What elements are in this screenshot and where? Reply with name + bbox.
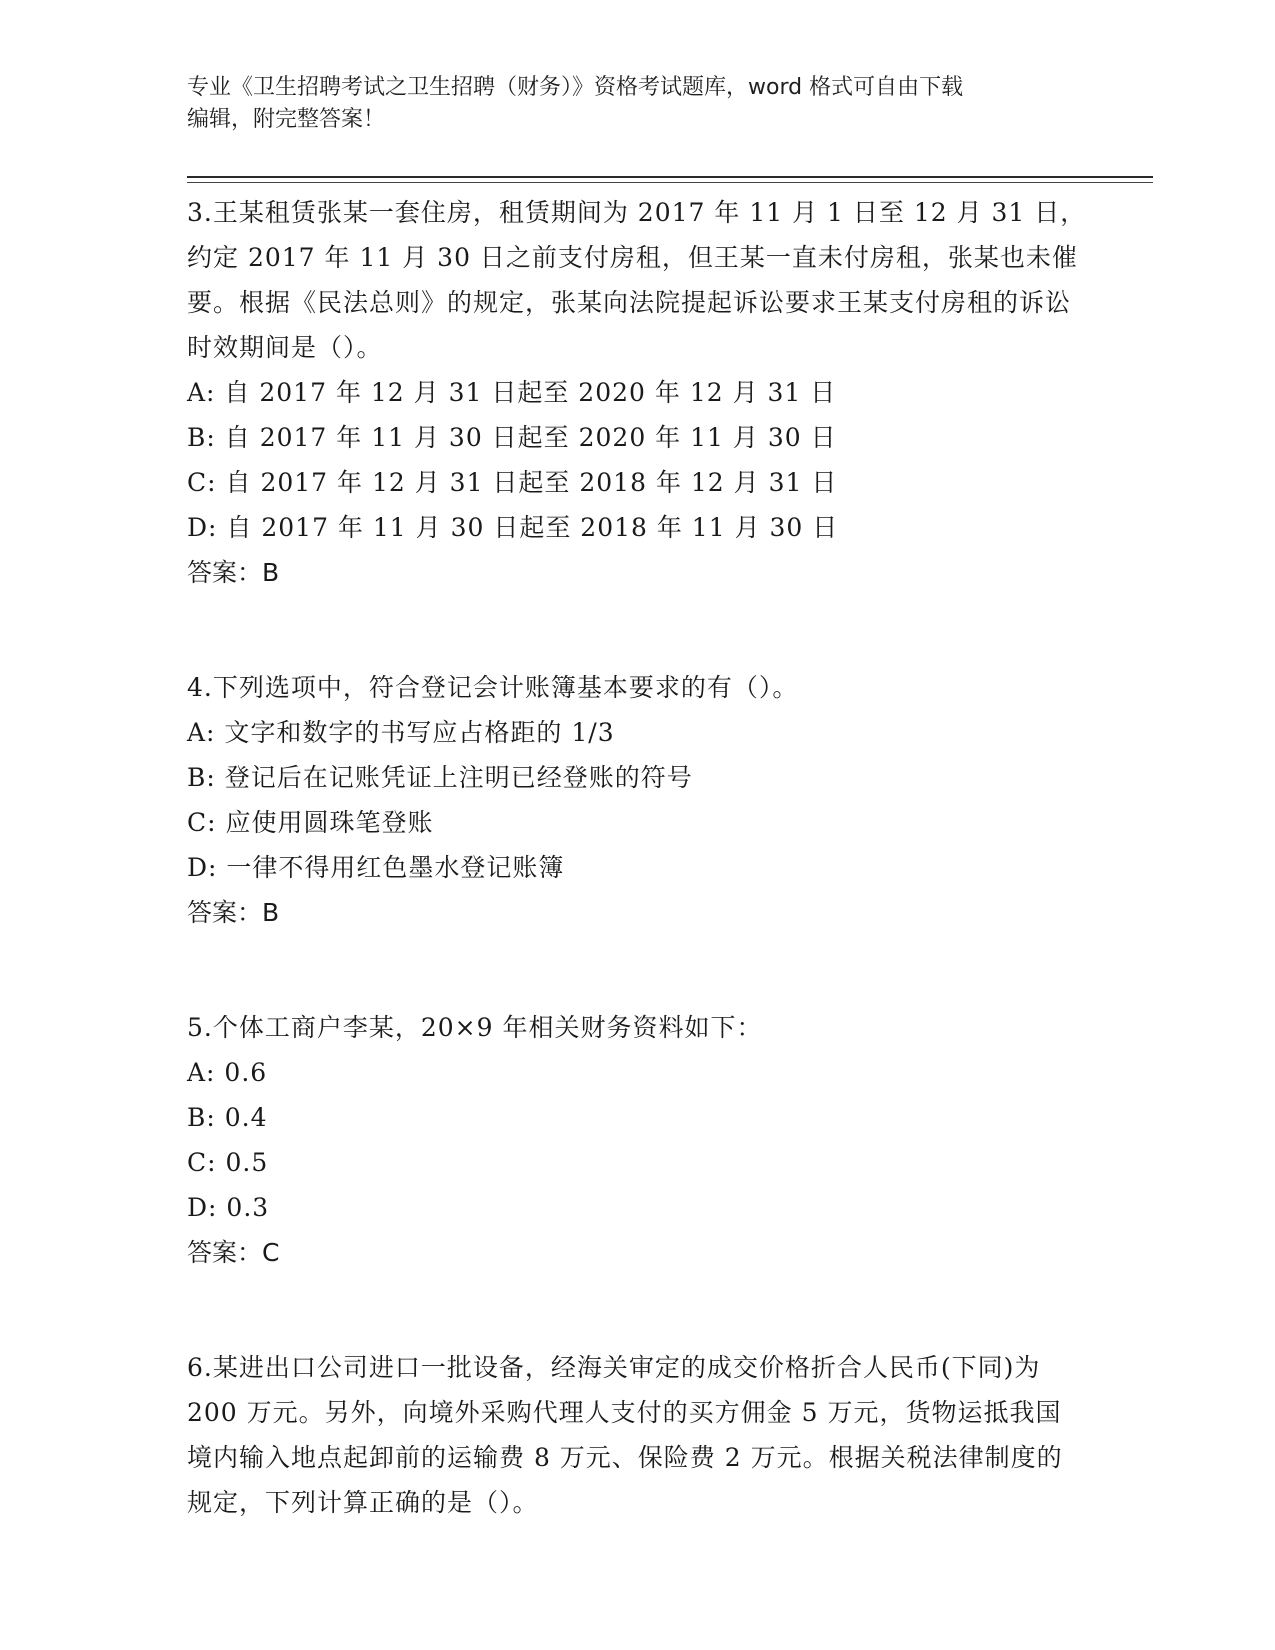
- question-stem: 3.王某租赁张某一套住房，租赁期间为 2017 年 11 月 1 日至 12 月 31 日，约定 2017 年 11 月 30 日之前支付房租，但王某一直未付房租，张某也未催要。根据《民法总则》的规定，张某向法院提起诉讼要求王某支付房租的诉讼时效期间是（）。: [187, 198, 1087, 362]
- question-6: [187, 1345, 1087, 1525]
- spacer: [187, 935, 1087, 1005]
- spacer: [187, 1275, 1087, 1345]
- question-stem: 5.个体工商户李某，20×9 年相关财务资料如下：: [187, 1013, 763, 1042]
- header-divider-thin: [187, 182, 1153, 183]
- option-c: C: 应使用圆珠笔登账: [187, 808, 434, 837]
- header-line-2: 编辑，附完整答案！: [187, 107, 386, 132]
- question-stem: 4.下列选项中，符合登记会计账簿基本要求的有（）。: [187, 673, 799, 702]
- option-d: D: 0.3: [187, 1193, 270, 1222]
- header-line-1: 专业《卫生招聘考试之卫生招聘（财务）》资格考试题库，word 格式可自由下载: [187, 75, 964, 100]
- answer: 答案：B: [187, 558, 280, 587]
- question-list: [187, 190, 1087, 1525]
- option-c: C: 自 2017 年 12 月 31 日起至 2018 年 12 月 31 日: [187, 468, 838, 497]
- question-stem: 6.某进出口公司进口一批设备，经海关审定的成交价格折合人民币(下同)为 200 万元。另外，向境外采购代理人支付的买方佣金 5 万元，货物运抵我国境内输入地点起卸前的运输费 8 万元、保险费 2 万元。根据关税法律制度的规定，下列计算正确的是（）。: [187, 1353, 1063, 1517]
- option-b: B: 0.4: [187, 1103, 268, 1132]
- header-divider-thick: [187, 176, 1153, 178]
- question-3: [187, 190, 1087, 595]
- option-a: A: 0.6: [187, 1058, 268, 1087]
- option-d: D: 自 2017 年 11 月 30 日起至 2018 年 11 月 30 日: [187, 513, 839, 542]
- option-c: C: 0.5: [187, 1148, 269, 1177]
- option-b: B: 自 2017 年 11 月 30 日起至 2020 年 11 月 30 日: [187, 423, 837, 452]
- document-header: [187, 72, 1087, 136]
- question-5: [187, 1005, 1087, 1275]
- option-a: A: 自 2017 年 12 月 31 日起至 2020 年 12 月 31 日: [187, 378, 837, 407]
- question-4: [187, 665, 1087, 935]
- option-d: D: 一律不得用红色墨水登记账簿: [187, 853, 565, 882]
- option-a: A: 文字和数字的书写应占格距的 1/3: [187, 718, 615, 747]
- answer: 答案：B: [187, 898, 280, 927]
- answer: 答案：C: [187, 1238, 280, 1267]
- spacer: [187, 595, 1087, 665]
- option-b: B: 登记后在记账凭证上注明已经登账的符号: [187, 763, 693, 792]
